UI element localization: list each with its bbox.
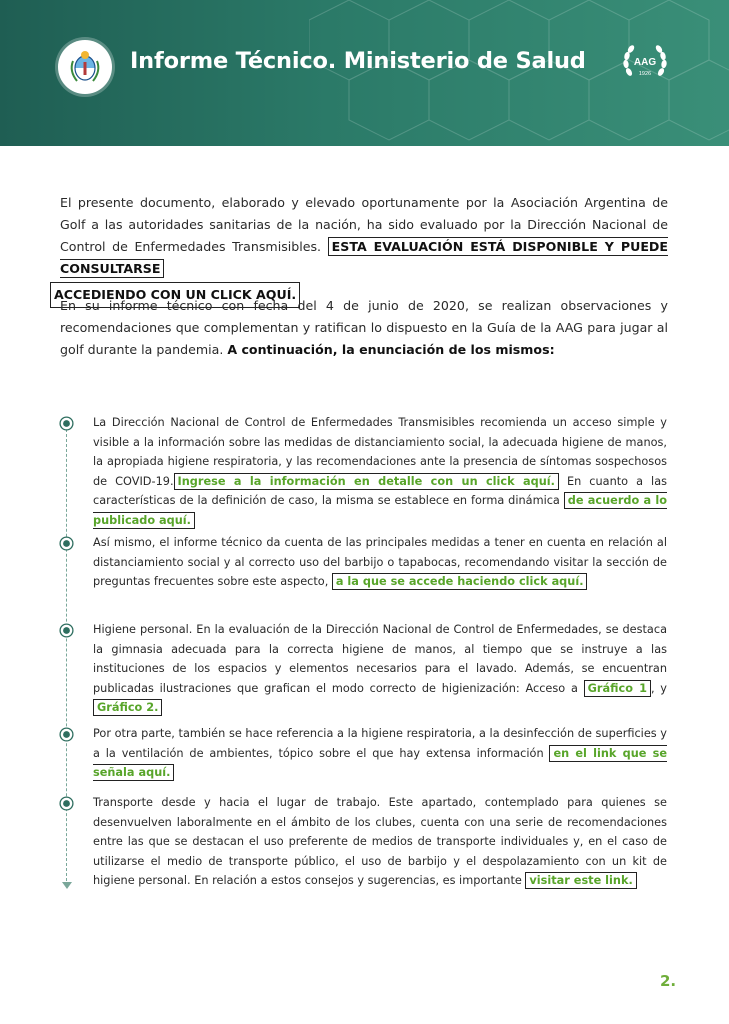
chart-1-link[interactable]: Gráfico 1 xyxy=(584,680,651,697)
transport-link[interactable]: visitar este link. xyxy=(525,872,636,889)
case-definition-link[interactable]: de acuerdo a lo publicado aquí. xyxy=(93,494,668,527)
timeline-bullet-icon xyxy=(59,623,74,638)
item-text: , y xyxy=(650,681,667,695)
list-item xyxy=(93,620,667,718)
evaluation-link-line1[interactable]: ESTA EVALUACIÓN ESTÁ DISPONIBLE Y PUEDE CONSULTARSE xyxy=(60,239,668,276)
item-text: En cuanto a las características de la definición de caso, la misma se establece en forma dinámica xyxy=(93,474,667,508)
list-item xyxy=(93,533,667,592)
respiratory-hygiene-link[interactable]: en el link que se señala aquí. xyxy=(93,746,667,780)
summary-paragraph xyxy=(60,295,668,361)
page-title: Informe Técnico. Ministerio de Salud xyxy=(130,48,586,74)
aag-logo-year: 1926 xyxy=(638,71,652,77)
aag-laurel-logo-icon xyxy=(620,38,670,88)
list-item xyxy=(93,413,667,531)
item-text: Transporte desde y hacia el lugar de trabajo. Este apartado, contemplado para quienes se desenvuelven laboralmente en el ámbito de los clubes, cuenta con una serie de recomendaciones entre las que se destacan el uso preferente de medios de transporte individuales y, en el caso de utilizarse el medio de transporte público, el uso de barbijo y el despolazamiento con un kit de higiene personal. En relación a estos consejos y sugerencias, es importante xyxy=(93,796,667,888)
list-item xyxy=(93,724,667,783)
item-text: Así mismo, el informe técnico da cuenta de las principales medidas a tener en cuenta en relación al distanciamiento social y al correcto uso del barbijo o tapabocas, recomendando visitar la sección de preguntas frecuentes sobre este aspecto, xyxy=(93,536,667,589)
item-text: Higiene personal. En la evaluación de la Dirección Nacional de Control de Enfermedades, se destaca la gimnasia adecuada para la correcta higiene de manos, al tiempo que se instruye a las instituciones de los espacios y elementos necesarios para el lavado. Además, se encuentran publicadas ilustraciones que grafican el modo correcto de higienización: Acceso a xyxy=(93,623,667,695)
faq-link[interactable]: a la que se accede haciendo click aquí. xyxy=(332,573,588,590)
intro-text: El presente documento, elaborado y elevado oportunamente por la Asociación Argentina de Golf a las autoridades sanitarias de la nación, ha sido evaluado por la Dirección Nacional de Control de Enfermedades Transmisibles. xyxy=(60,195,668,254)
timeline-line xyxy=(66,424,67,886)
header-banner xyxy=(0,0,729,146)
intro-paragraph xyxy=(54,192,668,308)
arrow-down-icon xyxy=(62,882,72,890)
details-link[interactable]: Ingrese a la información en detalle con un click aquí. xyxy=(174,473,559,490)
list-item xyxy=(93,793,667,891)
aag-logo-text: AAG xyxy=(633,57,657,68)
timeline-bullet-icon xyxy=(59,536,74,551)
item-text: Por otra parte, también se hace referencia a la higiene respiratoria, a la desinfección de superficies y a la ventilación de ambientes, tópico sobre el que hay extensa información xyxy=(93,727,667,760)
page-number: 2. xyxy=(660,972,677,990)
argentina-coat-of-arms-icon xyxy=(58,40,112,94)
timeline-bullet-icon xyxy=(59,796,74,811)
summary-bold: A continuación, la enunciación de los mismos: xyxy=(227,342,555,357)
item-text: La Dirección Nacional de Control de Enfermedades Transmisibles recomienda un acceso simple y visible a la información sobre las medidas de distanciamiento social, la adecuada higiene de manos, la apropiada higiene respiratoria, y las recomendaciones ante la presencia de síntomas sospechosos de COVID-19. xyxy=(93,416,667,488)
evaluation-link-line2[interactable]: ACCEDIENDO CON UN CLICK AQUÍ. xyxy=(50,282,300,308)
chart-2-link[interactable]: Gráfico 2. xyxy=(93,699,162,716)
timeline-bullet-icon xyxy=(59,416,74,431)
timeline-bullet-icon xyxy=(59,727,74,742)
summary-text: En su informe técnico con fecha del 4 de junio de 2020, se realizan observaciones y recomendaciones que complementan y ratifican lo dispuesto en la Guía de la AAG para jugar al golf durante la pandemia. xyxy=(60,298,668,357)
